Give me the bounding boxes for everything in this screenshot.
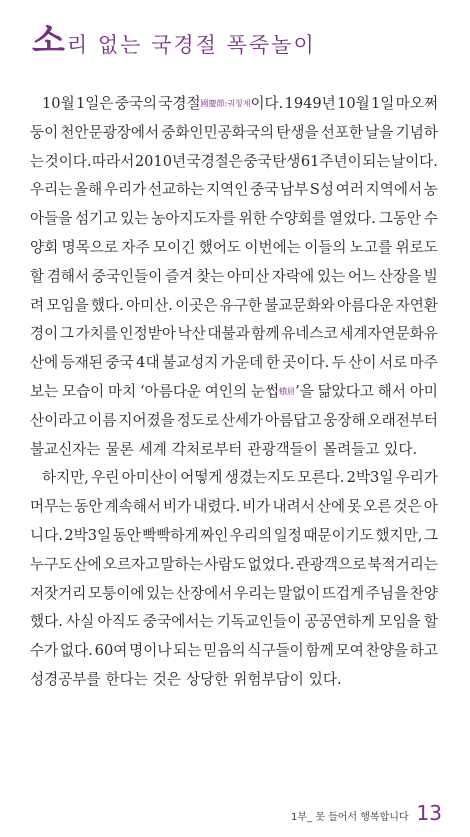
- word: 아들을: [30, 210, 73, 228]
- word: 찾는: [195, 267, 225, 285]
- word: 1일: [371, 95, 395, 112]
- word: 북적거리는: [367, 555, 438, 573]
- word: 모이긴: [153, 238, 196, 256]
- word: 수: [423, 210, 438, 228]
- word: 가운데: [220, 354, 264, 372]
- word: 농: [423, 181, 438, 199]
- word: 수양회를: [269, 210, 327, 228]
- word: 선교하는: [147, 181, 205, 199]
- word: 위한: [238, 210, 267, 228]
- word: 없었다.: [247, 555, 295, 573]
- word: 없다.: [60, 642, 93, 660]
- word: 는: [30, 152, 45, 170]
- word: 산장에서: [175, 584, 233, 602]
- word: 양회: [30, 238, 59, 256]
- word: 정도로: [176, 411, 219, 429]
- word: 그: [59, 325, 74, 343]
- word: 오르자고: [102, 555, 160, 573]
- word: 열었다.: [328, 210, 376, 228]
- word: 우리는: [30, 181, 73, 199]
- title-initial: 소: [32, 21, 65, 61]
- word: 모임을: [378, 613, 421, 631]
- text-line: [30, 580, 438, 609]
- word: 머무는: [30, 498, 73, 516]
- word: 탄생을: [276, 123, 319, 141]
- word: 여인의: [204, 382, 248, 400]
- word: 성경공부를: [30, 670, 101, 688]
- word: S성: [309, 181, 335, 199]
- word: 산세가: [220, 411, 264, 429]
- word: 동안: [74, 498, 103, 516]
- word: 명목으로: [61, 238, 118, 256]
- word: 1일은: [75, 95, 114, 112]
- word: 10월: [337, 95, 370, 112]
- word: 함께: [251, 325, 280, 343]
- text-line: [30, 666, 438, 695]
- word: 명이나: [129, 642, 172, 660]
- word: 몰려들고: [322, 440, 380, 458]
- word: 불교문화와: [264, 296, 335, 314]
- word: 불교성지: [162, 354, 219, 372]
- word: 낙산: [177, 325, 206, 343]
- word: 아름답고: [265, 411, 322, 429]
- text-line: [30, 608, 438, 637]
- word: 때문이기도: [303, 526, 374, 544]
- word: 수가: [30, 642, 59, 660]
- word: 어느: [347, 267, 377, 285]
- word: 산에: [316, 498, 346, 516]
- word: 상당한: [186, 670, 229, 688]
- word: 일정: [273, 526, 302, 544]
- word: 아미: [409, 382, 438, 400]
- word: 믿음의: [203, 642, 246, 660]
- word: 국경절은: [186, 152, 243, 170]
- word: 있는: [120, 210, 149, 228]
- word: 2박3일: [346, 469, 394, 487]
- word: 했다.: [90, 296, 124, 314]
- word: 생겼는지도: [224, 469, 296, 487]
- text-line: [30, 176, 438, 205]
- word: 날이다.: [390, 152, 438, 170]
- word: 하지만,: [42, 469, 89, 487]
- word: 모임을: [46, 296, 89, 314]
- word: 보는: [30, 382, 59, 400]
- word: 관광객으로: [295, 555, 367, 573]
- word: 우리의: [229, 526, 273, 544]
- word: 지역인: [206, 181, 249, 199]
- word: 식구들이: [247, 642, 304, 660]
- word: 날을: [365, 123, 394, 141]
- word: 내려서: [272, 498, 315, 516]
- word: 공공연하게: [304, 613, 376, 631]
- text-line: [30, 551, 438, 580]
- word: 두: [331, 354, 346, 372]
- word: 기독교인들이: [216, 613, 302, 631]
- word: 함께: [305, 642, 334, 660]
- word: 빌: [423, 267, 438, 285]
- word: 중국에서는: [143, 613, 214, 631]
- word: 말하는: [160, 555, 203, 573]
- word: 산이: [348, 354, 377, 372]
- word: 국경절$^{國慶節:궈칭제}$이다.: [158, 95, 284, 112]
- hanja-note: 國慶節:궈칭제: [200, 99, 251, 108]
- word: 했지만,: [375, 526, 423, 544]
- word: 위험부담이: [233, 670, 304, 688]
- word: 세계: [138, 440, 167, 458]
- word: 있는: [146, 584, 175, 602]
- word: 유네스코: [281, 325, 338, 343]
- word: 아직도: [97, 613, 140, 631]
- word: 저잣거리: [30, 584, 87, 602]
- word: 웅장해: [323, 411, 366, 429]
- text-line: [30, 234, 438, 263]
- text-line: [30, 320, 438, 349]
- word: 자연환: [395, 296, 438, 314]
- chapter-title: [32, 18, 316, 61]
- word: 비가: [242, 498, 271, 516]
- word: 되는: [173, 642, 202, 660]
- word: 기념하: [395, 123, 438, 141]
- word: 했다.: [30, 613, 63, 631]
- word: 중화인민공화국의: [161, 123, 275, 141]
- word: 찬양을: [365, 642, 408, 660]
- text-line: [30, 522, 438, 551]
- word: 내렸다.: [193, 498, 241, 516]
- word: 자주: [121, 238, 150, 256]
- word: 모여: [335, 642, 364, 660]
- word: 등재된: [60, 354, 103, 372]
- word: 모른다.: [297, 469, 345, 487]
- word: 대불과: [207, 325, 250, 343]
- word: 짜인: [200, 526, 229, 544]
- word: 것은: [152, 670, 181, 688]
- word: 따라서: [92, 152, 135, 170]
- word: 산에: [73, 555, 102, 573]
- word: 2010년: [134, 152, 187, 170]
- word: 산장을: [378, 267, 422, 285]
- word: 못: [347, 498, 362, 516]
- word: 경이: [30, 325, 59, 343]
- hanja-note: 蛾眉: [279, 386, 296, 396]
- word: 려: [30, 296, 45, 314]
- word: 주님을: [365, 584, 409, 602]
- word: 위로도: [395, 238, 438, 256]
- text-line: [30, 148, 438, 177]
- word: 4대: [136, 354, 160, 372]
- word: 있는: [316, 267, 346, 285]
- word: 탄생: [272, 152, 301, 170]
- text-line: [30, 119, 438, 148]
- word: 동안: [112, 526, 141, 544]
- word: 불교신자는: [30, 440, 101, 458]
- word: 즐겨: [165, 267, 194, 285]
- word: 아미산: [226, 267, 270, 285]
- word: 누구도: [30, 555, 73, 573]
- word: 할: [423, 613, 438, 631]
- body-text: [30, 90, 438, 695]
- word: 어떻게: [180, 469, 223, 487]
- title-rest: 리 없는 국경절 폭죽놀이: [66, 33, 316, 57]
- word: 산에: [30, 354, 59, 372]
- word: 세계자연문화유: [339, 325, 438, 343]
- word: 지역에서: [365, 181, 423, 199]
- word: 눈썹$^{蛾眉}$’을: [250, 382, 314, 400]
- word: 그동안: [378, 210, 422, 228]
- word: 겸해서: [46, 267, 90, 285]
- word: 서로: [378, 354, 408, 372]
- word: 둥이: [30, 123, 59, 141]
- page-number: 13: [416, 801, 442, 825]
- word: 마치: [108, 382, 137, 400]
- word: 이름: [88, 411, 117, 429]
- word: 선포한: [320, 123, 364, 141]
- word: 계속해서: [104, 498, 161, 516]
- text-line: [30, 378, 438, 407]
- word: 했어도: [198, 238, 242, 256]
- word: 농아지도자를: [151, 210, 236, 228]
- word: 자락에: [271, 267, 315, 285]
- word: 인정받아: [119, 325, 176, 343]
- word: 오래전부터: [367, 411, 438, 429]
- word: 우리는: [233, 584, 277, 602]
- word: 모습이: [61, 382, 105, 400]
- word: 관광객들이: [247, 440, 318, 458]
- word: 천안문광장에서: [60, 123, 160, 141]
- word: 이곳은: [175, 296, 218, 314]
- word: 가치를: [75, 325, 118, 343]
- word: 니다.: [30, 526, 63, 544]
- word: 60여: [94, 642, 128, 660]
- word: 아름다운: [337, 296, 394, 314]
- text-line: [30, 205, 438, 234]
- word: 물론: [105, 440, 134, 458]
- word: 중국: [243, 152, 272, 170]
- text-line: [30, 263, 438, 292]
- word: 61주년이: [300, 152, 362, 170]
- word: 이번에는: [244, 238, 301, 256]
- word: 마오쩌: [395, 95, 438, 112]
- word: 그: [423, 526, 438, 544]
- word: 우린: [91, 469, 120, 487]
- word: 10월: [42, 95, 75, 112]
- word: 할: [30, 267, 45, 285]
- word: 마주: [409, 354, 438, 372]
- word: 여러: [335, 181, 364, 199]
- word: 뜨겁게: [321, 584, 365, 602]
- word: 우리가: [103, 181, 147, 199]
- text-line: [30, 90, 438, 119]
- word: 것은: [393, 498, 422, 516]
- word: 찬양: [409, 584, 438, 602]
- word: 말없이: [277, 584, 321, 602]
- word: 되는: [362, 152, 391, 170]
- word: 사람도: [204, 555, 247, 573]
- word: 비가: [163, 498, 192, 516]
- word: 한다는: [105, 670, 148, 688]
- word: 유구한: [219, 296, 263, 314]
- word: 각처로부터: [171, 440, 243, 458]
- text-line: [30, 292, 438, 321]
- text-line: [30, 407, 438, 436]
- word: 1949년: [284, 95, 336, 112]
- word: 아: [423, 498, 438, 516]
- word: 중국: [250, 181, 279, 199]
- word: 한: [265, 354, 280, 372]
- word: 모퉁이에: [88, 584, 145, 602]
- word: 있다.: [308, 670, 342, 688]
- word: 섬기고: [75, 210, 118, 228]
- word: 닮았다고: [317, 382, 374, 400]
- word: 이들의: [304, 238, 347, 256]
- word: ‘아름다운: [140, 382, 202, 400]
- word: 올해: [74, 181, 103, 199]
- word: 노고를: [349, 238, 393, 256]
- word: 있다.: [384, 440, 418, 458]
- word: 중국: [105, 354, 134, 372]
- text-line: [30, 637, 438, 666]
- word: 빡빡하게: [142, 526, 199, 544]
- word: 산이라고: [30, 411, 87, 429]
- word: 우리가: [395, 469, 438, 487]
- word: 중국의: [114, 95, 157, 112]
- text-line: [30, 349, 438, 378]
- word: 지어졌을: [118, 411, 175, 429]
- word: 아미산이: [121, 469, 178, 487]
- word: 곳이다.: [282, 354, 330, 372]
- word: 오른: [363, 498, 392, 516]
- text-line: [30, 493, 438, 522]
- word: 남부: [280, 181, 309, 199]
- running-footer: 1부_ 못 들어서 행복합니다: [291, 812, 409, 823]
- word: 사실: [66, 613, 95, 631]
- word: 아미산.: [126, 296, 173, 314]
- word: 해서: [377, 382, 406, 400]
- word: 하고: [409, 642, 438, 660]
- word: 2박3일: [64, 526, 112, 544]
- page-footer: [291, 803, 442, 823]
- text-line: [30, 436, 438, 465]
- text-line: [30, 464, 438, 493]
- word: 중국인들이: [91, 267, 163, 285]
- word: 것이다.: [44, 152, 92, 170]
